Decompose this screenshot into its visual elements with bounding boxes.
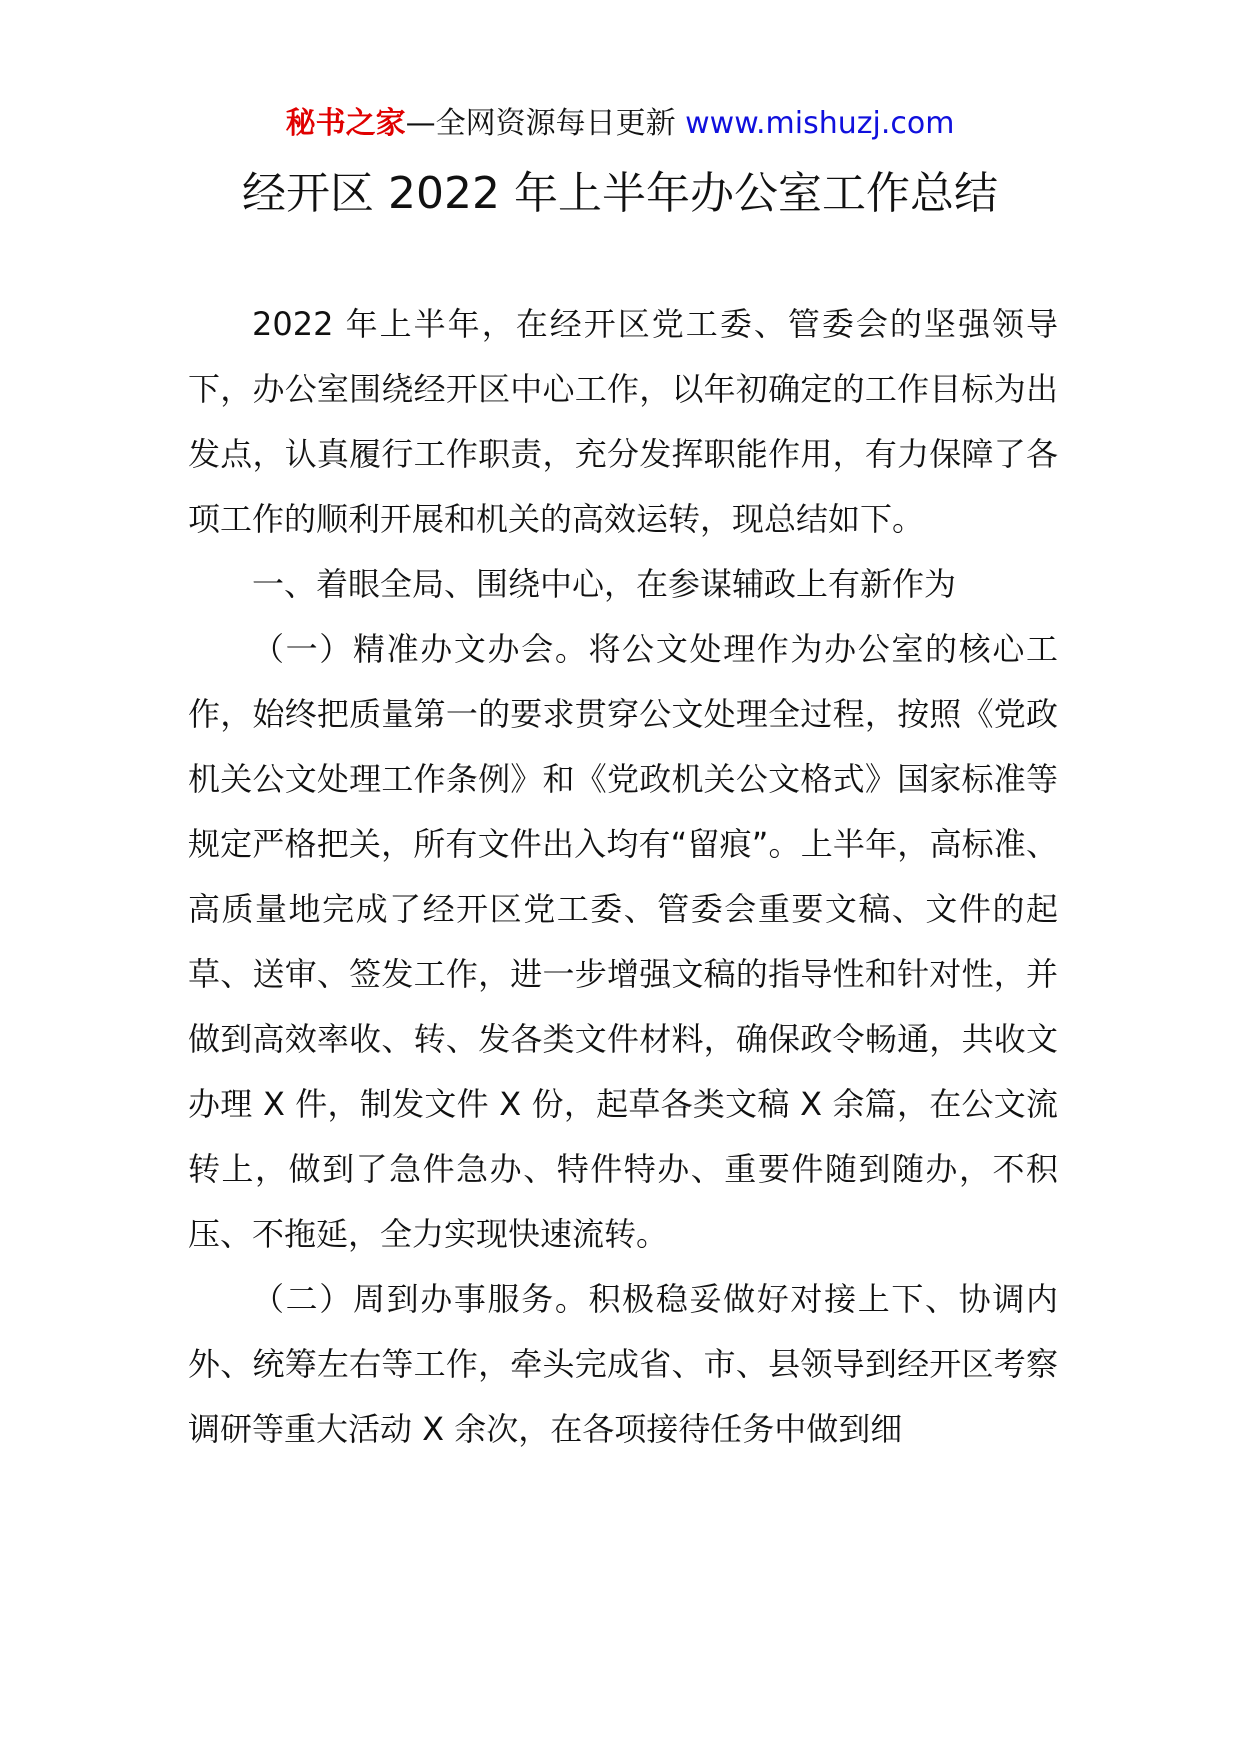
section-heading: 一、着眼全局、围绕中心，在参谋辅政上有新作为 [252,565,957,603]
paragraph-section-2: （二）周到办事服务。积极稳妥做好对接上下、协调内外、统筹左右等工作，牵头完成省、市、县领导到经开区考察调研等重大活动 X 余次，在各项接待任务中做到细 [188,1280,1058,1448]
brand-name: 秘书之家 [285,106,406,141]
document-title: 经开区 2022 年上半年办公室工作总结 [242,168,998,219]
watermark-header [0,104,1240,144]
header-slogan: —全网资源每日更新 [405,106,686,141]
intro-paragraph: 2022 年上半年，在经开区党工委、管委会的坚强领导下，办公室围绕经开区中心工作，以年初确定的工作目标为出发点，认真履行工作职责，充分发挥职能作用，有力保障了各项工作的顺利开展和机关的高效运转，现总结如下。 [188,305,1058,538]
paragraph-section-1: （一）精准办文办会。将公文处理作为办公室的核心工作，始终把质量第一的要求贯穿公文处理全过程，按照《党政机关公文处理工作条例》和《党政机关公文格式》国家标准等规定严格把关，所有文件出入均有“留痕”。上半年，高标准、高质量地完成了经开区党工委、管委会重要文稿、文件的起草、送审、签发工作，进一步增强文稿的指导性和针对性，并做到高效率收、转、发各类文件材料，确保政令畅通，共收文办理 X 件，制发文件 X 份，起草各类文稿 X 余篇，在公文流转上，做到了急件急办、特件特办、重要件随到随办，不积压、不拖延，全力实现快速流转。 [188,630,1058,1253]
document-body [188,292,1058,1462]
website-link[interactable]: www.mishuzj.com [685,106,955,141]
